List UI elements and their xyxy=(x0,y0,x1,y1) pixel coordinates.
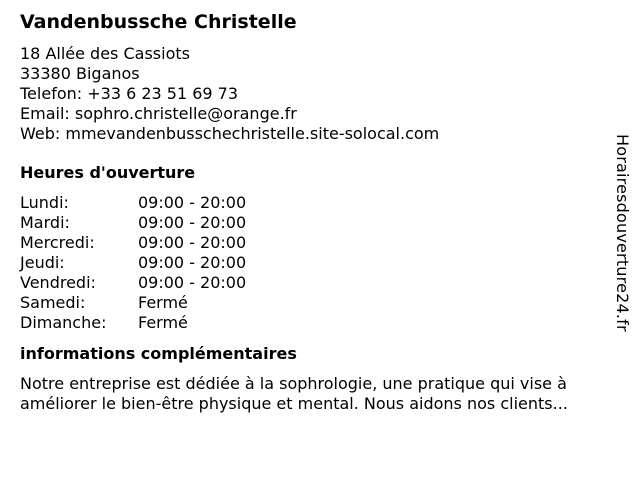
day-label: Lundi: xyxy=(20,193,69,212)
hours-row-sunday xyxy=(20,313,620,333)
day-hours: 09:00 - 20:00 xyxy=(138,233,247,252)
day-label: Mardi: xyxy=(20,213,70,232)
day-label: Dimanche: xyxy=(20,313,107,332)
site-watermark: Horairesdouverture24.fr xyxy=(613,134,632,332)
day-hours: Fermé xyxy=(138,293,188,312)
address-street: 18 Allée des Cassiots xyxy=(20,44,190,63)
day-hours: 09:00 - 20:00 xyxy=(138,273,247,292)
hours-row-wednesday xyxy=(20,233,620,253)
day-hours: 09:00 - 20:00 xyxy=(138,253,247,272)
hours-row-saturday xyxy=(20,293,620,313)
day-hours: Fermé xyxy=(138,313,188,332)
day-hours: 09:00 - 20:00 xyxy=(138,213,247,232)
hours-heading: Heures d'ouverture xyxy=(20,163,196,182)
hours-row-friday xyxy=(20,273,620,293)
hours-table xyxy=(20,193,620,333)
email-line: Email: sophro.christelle@orange.fr xyxy=(20,104,297,123)
day-label: Samedi: xyxy=(20,293,86,312)
hours-row-thursday xyxy=(20,253,620,273)
business-name: Vandenbussche Christelle xyxy=(20,11,297,33)
hours-row-tuesday xyxy=(20,213,620,233)
day-label: Jeudi: xyxy=(20,253,65,272)
day-label: Vendredi: xyxy=(20,273,96,292)
info-description: Notre entreprise est dédiée à la sophrologie, une pratique qui vise à améliorer le bien-être physique et mental. Nous aidons nos clients... xyxy=(20,374,568,413)
business-card xyxy=(20,10,620,414)
address-city: 33380 Biganos xyxy=(20,64,140,83)
day-label: Mercredi: xyxy=(20,233,95,252)
phone-line: Telefon: +33 6 23 51 69 73 xyxy=(20,84,239,103)
day-hours: 09:00 - 20:00 xyxy=(138,193,247,212)
info-heading: informations complémentaires xyxy=(20,344,297,363)
web-line: Web: mmevandenbusschechristelle.site-solocal.com xyxy=(20,124,440,143)
hours-row-monday xyxy=(20,193,620,213)
